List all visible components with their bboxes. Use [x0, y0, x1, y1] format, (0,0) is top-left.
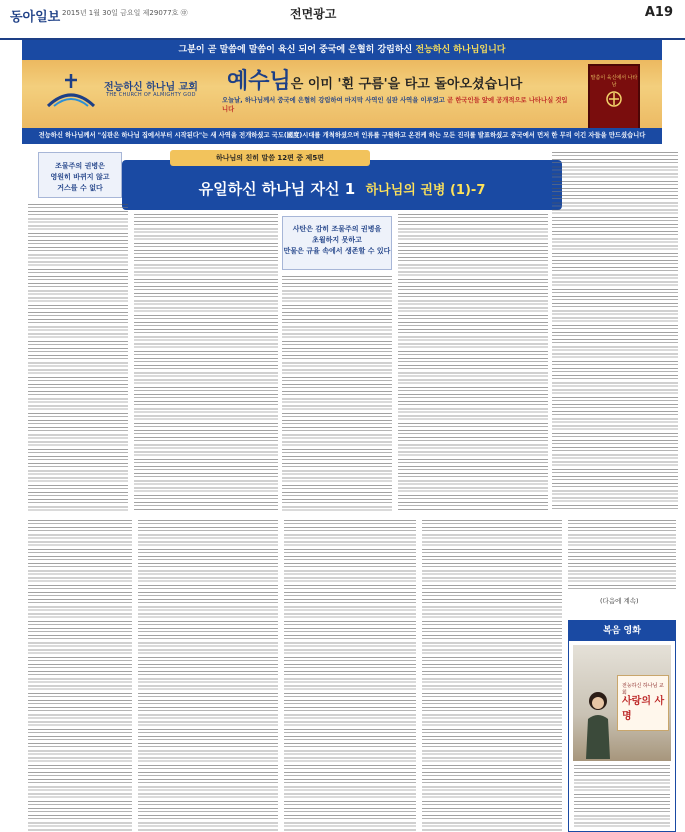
- banner-subline: [222, 96, 572, 114]
- banner-bottom-line: 전능하신 하나님께서 "심판은 하나님 집에서부터 시작된다"는 새 사역을 전개하셨고 국도(國度)시대를 개척하셨으며 인류를 구원하고 온전케 하는 모든 진리를 발표하셨고 중국에서 먼저 한 무리 이긴 자들을 만드셨습니다: [22, 128, 662, 144]
- ad-band: 복음 영화: [569, 621, 675, 641]
- text-column-3: [282, 276, 392, 512]
- text-column-7: [138, 520, 278, 832]
- article-title-main: 유일하신 하나님 자신 1: [198, 180, 356, 198]
- banner-headline-rest: 은 이미 '흰 구름'을 타고 돌아오셨습니다: [290, 77, 523, 92]
- text-column-5: [552, 152, 678, 512]
- banner-sub-highlight: 곧 한국인들 앞에 공개적으로 나타나실 것입니다: [222, 97, 568, 113]
- text-lines: [568, 520, 676, 590]
- masthead: [0, 0, 685, 40]
- text-lines: [574, 765, 670, 829]
- banner-top-line: [22, 40, 662, 60]
- pullquote-2-line: 사탄은 감히 조물주의 권병을: [292, 225, 382, 233]
- text-column-9: [422, 520, 562, 832]
- text-lines: [398, 214, 548, 512]
- book-cover: [588, 64, 640, 134]
- text-column-6: [28, 520, 132, 832]
- book-emblem-icon: [606, 90, 622, 108]
- article-title-sub: 하나님의 권병 (1)-7: [365, 183, 486, 198]
- church-name-english: THE CHURCH OF ALMIGHTY GOD: [106, 92, 196, 98]
- ad-film-title-card: [617, 675, 669, 731]
- newspaper-logo: 동아일보: [10, 10, 61, 25]
- text-lines: [28, 204, 128, 512]
- banner-top-highlight: 전능하신 하나님입니다: [415, 45, 506, 55]
- text-lines: [282, 276, 392, 512]
- text-lines: [138, 520, 278, 832]
- church-logo-icon: [44, 70, 98, 110]
- banner-sub-text: 오늘날, 하나님께서 중국에 은혈히 강림하여 마지막 사역인 심판 사역을 이루었고: [222, 97, 445, 104]
- ad-producer: 전능하신 하나님 교회: [622, 683, 664, 696]
- text-lines: [422, 520, 562, 832]
- church-name: 전능하신 하나님 교회: [104, 82, 198, 93]
- book-title: 말씀이 육신에서 나타남: [590, 75, 638, 88]
- banner-top-text: 그분이 곧 말씀에 말씀이 육신 되어 중국에 은혈히 강림하신: [178, 45, 416, 55]
- gospel-film-ad: [568, 620, 676, 832]
- ad-film-title: 사랑의 사명: [622, 696, 665, 722]
- page-number: A19: [644, 5, 673, 20]
- ad-description: [574, 765, 670, 829]
- pullquote-1-line: 영원히 바뀌지 않고: [50, 173, 110, 181]
- pullquote-2-line: 만물은 규율 속에서 생존할 수 있다: [283, 247, 391, 255]
- text-column-2: [134, 214, 278, 512]
- text-lines: [552, 152, 678, 512]
- person-icon: [583, 689, 613, 759]
- banner-headline-main: 예수님: [227, 69, 291, 94]
- text-column-8: [284, 520, 416, 832]
- text-column-1: [28, 204, 128, 512]
- pullquote-1-line: 조물주의 권병은: [55, 162, 105, 170]
- text-column-10: [568, 520, 676, 590]
- ad-poster: [573, 645, 671, 761]
- ad-banner: [22, 40, 662, 144]
- text-lines: [284, 520, 416, 832]
- pullquote-1-line: 거스를 수 없다: [57, 184, 103, 192]
- pullquote-2: [282, 216, 392, 270]
- text-lines: [134, 214, 278, 512]
- text-lines: [28, 520, 132, 832]
- article-title: [122, 178, 562, 199]
- dateline: 2015년 1월 30일 금요일 제29077호 ㊥: [62, 9, 188, 17]
- article-kicker: 하나님의 친히 말씀 12편 중 제5편: [170, 150, 370, 166]
- article-title-box: [122, 160, 562, 210]
- pullquote-1: [38, 152, 122, 198]
- text-column-4: [398, 214, 548, 512]
- continued-note: (다음에 계속): [600, 597, 639, 605]
- banner-headline: [227, 64, 522, 95]
- section-title: 전면광고: [290, 7, 337, 21]
- pullquote-2-line: 초월하지 못하고: [312, 236, 362, 244]
